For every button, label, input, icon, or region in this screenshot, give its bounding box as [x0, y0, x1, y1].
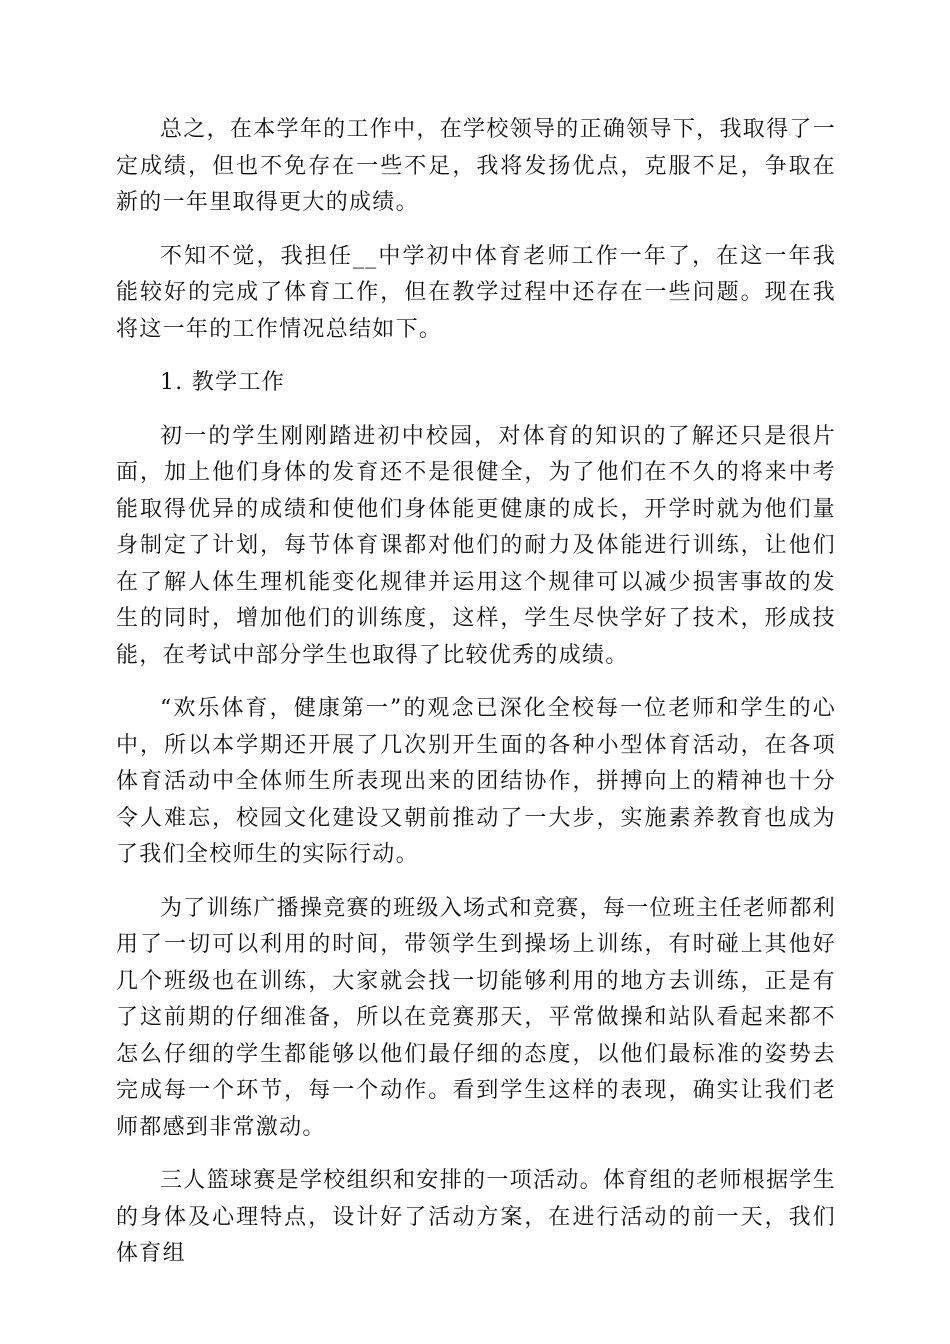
paragraph-first-year-students: 初一的学生刚刚踏进初中校园，对体育的知识的了解还只是很片面，加上他们身体的发育还不是很健全，为了他们在不久的将来中考能取得优异的成绩和使他们身体能更健康的成长，开学时就为他们量身制定了计划，每节体育课都对他们的耐力及体能进行训练，让他们在了解人体生理机能变化规律并运用这个规律可以减少损害事故的发生的同时，增加他们的训练度，这样，学生尽快学好了技术，形成技能，在考试中部分学生也取得了比较优秀的成绩。 [116, 423, 836, 668]
paragraph-happy-sports: “欢乐体育，健康第一”的观念已深化全校每一位老师和学生的心中，所以本学期还开展了几次别开生面的各种小型体育活动，在各项体育活动中全体师生所表现出来的团结协作，拼搏向上的精神也十分令人难忘，校园文化建设又朝前推动了一大步，实施素养教育也成为了我们全校师生的实际行动。 [116, 696, 836, 867]
paragraph-broadcast-exercise: 为了训练广播操竞赛的班级入场式和竞赛，每一位班主任老师都利用了一切可以利用的时间，带领学生到操场上训练，有时碰上其他好几个班级也在训练，大家就会找一切能够利用的地方去训练，正是有了这前期的仔细准备，所以在竞赛那天，平常做操和站队看起来都不怎么仔细的学生都能够以他们最仔细的态度，以他们最标准的姿势去完成每一个环节，每一个动作。看到学生这样的表现，确实让我们老师都感到非常激动。 [116, 895, 836, 1140]
paragraph-basketball: 三人篮球赛是学校组织和安排的一项活动。体育组的老师根据学生的身体及心理特点，设计好了活动方案，在进行活动的前一天，我们体育组 [116, 1168, 836, 1266]
paragraph-summary: 总之，在本学年的工作中，在学校领导的正确领导下，我取得了一定成绩，但也不免存在一些不足，我将发扬优点，克服不足，争取在新的一年里取得更大的成绩。 [116, 117, 836, 215]
document-body [116, 112, 836, 1290]
section-heading-teaching: 1. 教学工作 [160, 370, 286, 395]
paragraph-intro: 不知不觉，我担任__中学初中体育老师工作一年了，在这一年我能较好的完成了体育工作，但在教学过程中还存在一些问题。现在我将这一年的工作情况总结如下。 [116, 243, 836, 342]
